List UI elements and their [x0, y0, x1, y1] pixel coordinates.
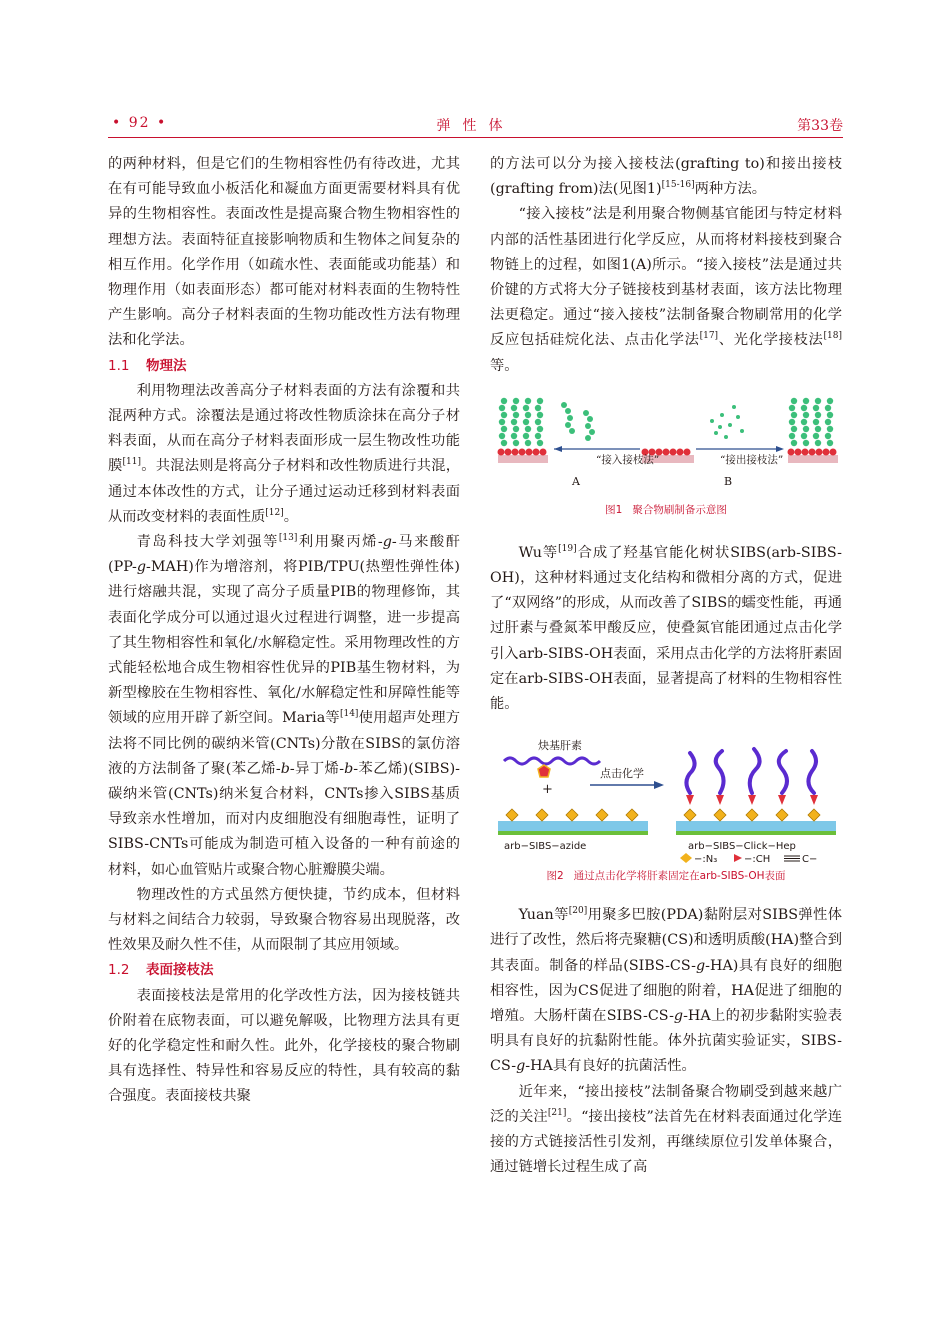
label-heparin: 炔基肝素: [538, 739, 582, 753]
label-grafting-from: “接出接枝法”: [720, 453, 784, 466]
alkyne-group: [538, 765, 550, 777]
figure-1-caption: 图1 聚合物刷制备示意图: [605, 503, 727, 516]
journal-title: 弹性体: [436, 118, 515, 134]
paragraph: 的两种材料，但是它们的生物相容性仍有待改进，尤其在有可能导致血小板活化和凝血方面更需要材料具有优异的生物相容性。表面改性是提高聚合物生物相容性的理想方法。表面特征直接影响物质和生物体之间复杂的相互作用。化学作用（如疏水性、表面能或功能基）和物理作用（如表面形态）都可能对材料表面的生物特性产生影响。高分子材料表面的生物功能改性方法有物理法和化学法。: [108, 156, 460, 349]
brush-grafted-left: [498, 398, 549, 463]
figure-2-diagram: [490, 735, 842, 863]
citation[interactable]: [18]: [823, 331, 843, 342]
figure-1-diagram: [490, 391, 842, 501]
legend-azide-icon: [680, 853, 692, 863]
legend-alkyne: −:CH: [744, 854, 771, 864]
paragraph: Yuan等[20]用聚多巴胺(PDA)黏附层对SIBS弹性体进行了改性，然后将壳聚糖(CS)和透明质酸(HA)整合到其表面。制备的样品(SIBS-CS-g-HA)具有良好的细胞相容性，因为CS促进了细胞的附着，HA促进了细胞的增殖。大肠杆菌在SIBS-CS-g-HA上的初步黏附实验表明具有良好的抗黏附性能。体外抗菌实验证实，SIBS-CS-g-HA具有良好的抗菌活性。: [490, 906, 843, 1075]
free-chains: [561, 402, 595, 441]
brush-grafted-right: [788, 398, 839, 463]
azide-substrate: [498, 809, 648, 835]
substrate-left: [498, 455, 548, 463]
paragraph: 近年来，“接出接枝”法制备聚合物刷受到越来越广泛的关注[21]。“接出接枝”法首先在材料表面通过化学连接的方式链接活性引发剂，再继续原位引发单体聚合，通过链增长过程生成了高: [490, 1083, 842, 1176]
click-hep-substrate: [676, 749, 836, 835]
plus-sign: +: [542, 782, 553, 798]
label-grafting-to: “接入接枝法”: [596, 453, 660, 466]
figure-1: [490, 391, 842, 527]
left-column: [108, 152, 460, 1110]
paragraph: “接入接枝”法是利用聚合物侧基官能团与特定材料内部的活性基团进行化学反应，从而将材料接枝到聚合物链上的过程，如图1(A)所示。“接入接枝”法是通过共价键的方式将大分子链接枝到基材表面，该方法比物理法更稳定。通过“接入接枝”法制备聚合物刷常用的化学反应包括硅烷化法、点击化学法[17]、光化学接枝法[18]等。: [490, 206, 843, 374]
monomers: [710, 405, 744, 439]
volume-label: 第33卷: [797, 118, 843, 134]
legend-azide: −:N₃: [694, 854, 718, 864]
citation[interactable]: [12]: [265, 508, 284, 519]
paragraph: 物理改性的方式虽然方便快捷，节约成本，但材料与材料之间结合力较弱，导致聚合物容易出现脱落，改性效果及耐久性不佳，从而限制了其应用领域。: [108, 886, 460, 954]
paragraph: 青岛科技大学刘强等[13]利用聚丙烯-g-马来酸酐(PP-g-MAH)作为增溶剂，将PIB/TPU(热塑性弹性体)进行熔融共混，实现了高分子质量PIB的物理修饰，其表面化学成分可以通过退火过程进行调整，进一步提高了其生物相容性和氧化/水解稳定性。采用物理改性的方式能轻松地合成生物相容性优异的PIB基生物材料，为新型橡胶在生物相容性、氧化/水解稳定性和屏障性能等领域的应用开辟了新空间。Maria等[14]使用超声处理方法将不同比例的碳纳米管(CNTs)分散在SIBS的氯仿溶液的方法制备了聚(苯乙烯-b-异丁烯-b-苯乙烯)(SIBS)-碳纳米管(CNTs)纳米复合材料，CNTs掺入SIBS基质导致亲水性增加，而对内皮细胞没有细胞毒性，证明了SIBS-CNTs可能成为制造可植入设备的一种有前途的材料，如心血管贴片或聚合物心脏瓣膜尖端。: [108, 533, 461, 878]
paragraph: 利用物理法改善高分子材料表面的方法有涂覆和共混两种方式。涂覆法是通过将改性物质涂抹在高分子材料表面，从而在高分子材料表面形成一层生物改性功能膜[11]。共混法则是将高分子材料和改性物质进行共混，通过本体改性的方式，让分子通过运动迁移到材料表面从而改变材料的表面性质[12]。: [108, 382, 461, 525]
citation[interactable]: [13]: [278, 533, 298, 544]
citation[interactable]: [20]: [568, 906, 588, 917]
running-head: [108, 112, 843, 138]
citation[interactable]: [11]: [122, 457, 141, 468]
citation[interactable]: [15-16]: [661, 180, 695, 191]
section-heading-physical: 1.1 物理法: [108, 357, 187, 374]
legend-alkyne-icon: [734, 854, 742, 862]
figure-2: [490, 735, 842, 889]
right-column: [490, 152, 842, 1180]
page-number: • 92 •: [112, 115, 168, 131]
citation[interactable]: [21]: [547, 1108, 567, 1119]
paragraph: Wu等[19]合成了羟基官能化树状SIBS(arb-SIBS-OH)，这种材料通过支化结构和微相分离的方式，促进了“双网络”的形成，从而改善了SIBS的蠕变性能，再通过肝素与叠氮苯甲酸反应，使叠氮官能团通过点击化学引入arb-SIBS-OH表面，采用点击化学的方法将肝素固定在arb-SIBS-OH表面，显著提高了材料的生物相容性能。: [490, 544, 842, 713]
label-arb-sibs-azide: arb−SIBS−azide: [504, 841, 587, 853]
citation[interactable]: [19]: [558, 544, 577, 555]
label-click-chemistry: 点击化学: [600, 767, 644, 781]
paragraph: 的方法可以分为接入接枝法(grafting to)和接出接枝(grafting from)法(见图1)[15-16]两种方法。: [490, 156, 842, 198]
paragraph: 表面接枝法是常用的化学改性方法，因为接枝链共价附着在底物表面，可以避免解吸，比物理方法具有更好的化学稳定性和耐久性。此外，化学接枝的聚合物刷具有选择性、特异性和容易反应的特性，具有较高的黏合强度。表面接枝共聚: [108, 987, 460, 1105]
legend-carbon: C−: [802, 854, 818, 864]
section-heading-grafting: 1.2 表面接枝法: [108, 962, 214, 979]
citation[interactable]: [14]: [339, 709, 359, 720]
figure-2-caption: 图2 通过点击化学将肝素固定在arb-SIBS-OH表面: [546, 870, 786, 883]
label-b: B: [724, 474, 733, 488]
heparin-chain: [504, 758, 600, 764]
label-arb-sibs-click-hep: arb−SIBS−Click−Hep: [688, 841, 796, 853]
citation[interactable]: [17]: [699, 331, 719, 342]
label-a: A: [572, 474, 580, 488]
